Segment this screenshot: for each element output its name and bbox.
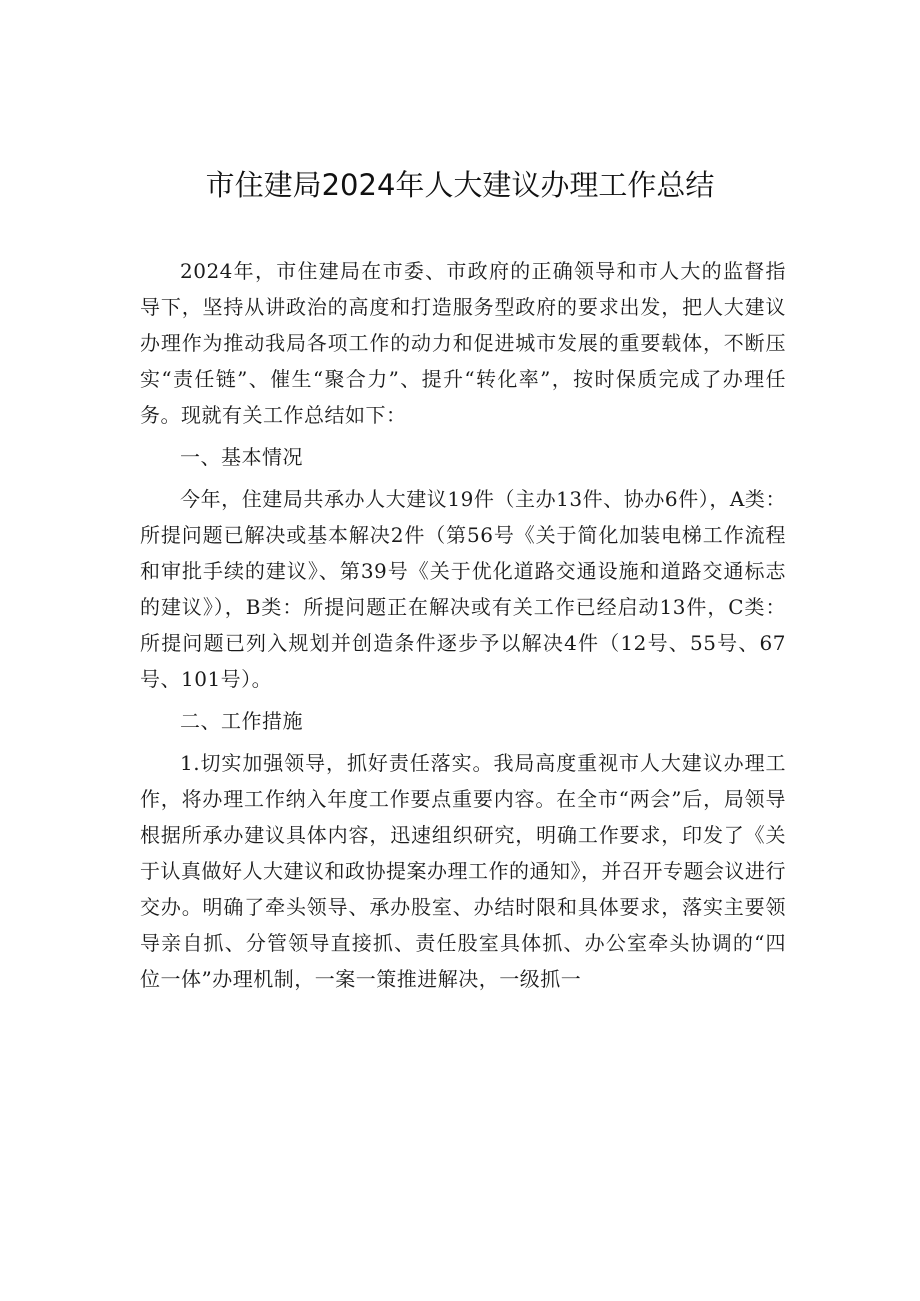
document-body [140, 253, 786, 997]
section-heading-basic: 一、基本情况 [180, 445, 303, 469]
section-heading-measures: 二、工作措施 [180, 709, 303, 733]
basic-situation-paragraph: 今年，住建局共承办人大建议19件（主办13件、协办6件），A类：所提问题已解决或基本解决2件（第56号《关于简化加装电梯工作流程和审批手续的建议》、第39号《关于优化道路交通设施和道路交通标志的建议》），B类：所提问题正在解决或有关工作已经启动13件，C类：所提问题已列入规划并创造条件逐步予以解决4件（12号、55号、67号、101号）。 [140, 487, 786, 691]
measures-item-1-paragraph: 1.切实加强领导，抓好责任落实。我局高度重视市人大建议办理工作，将办理工作纳入年度工作要点重要内容。在全市“两会”后，局领导根据所承办建议具体内容，迅速组织研究，明确工作要求，印发了《关于认真做好人大建议和政协提案办理工作的通知》，并召开专题会议进行交办。明确了牵头领导、承办股室、办结时限和具体要求，落实主要领导亲自抓、分管领导直接抓、责任股室具体抓、办公室牵头协调的“四位一体”办理机制，一案一策推进解决，一级抓一 [140, 751, 786, 991]
document-title: 市住建局2024年人大建议办理工作总结 [205, 168, 715, 202]
intro-paragraph: 2024年，市住建局在市委、市政府的正确领导和市人大的监督指导下，坚持从讲政治的高度和打造服务型政府的要求出发，把人大建议办理作为推动我局各项工作的动力和促进城市发展的重要载体，不断压实“责任链”、催生“聚合力”、提升“转化率”，按时保质完成了办理任务。现就有关工作总结如下： [140, 259, 786, 427]
